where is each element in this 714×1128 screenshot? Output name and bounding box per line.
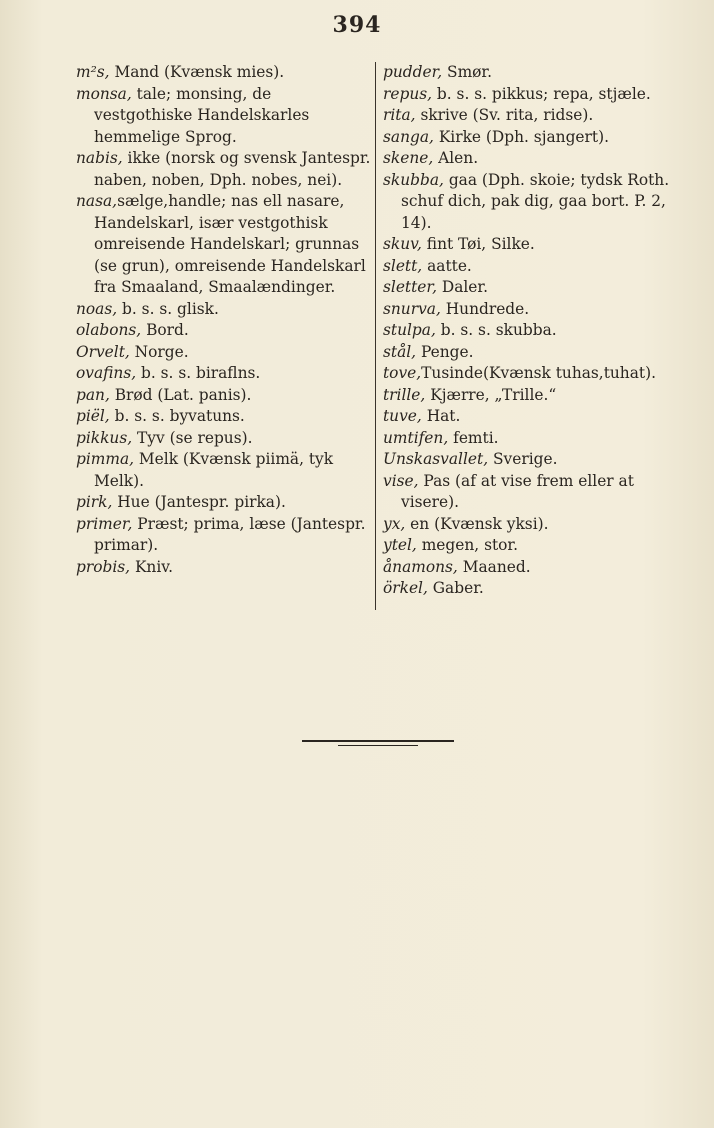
headword: nabis, — [76, 149, 123, 167]
dictionary-entry — [383, 105, 683, 127]
headword: skene, — [383, 149, 434, 167]
definition: Melk (Kvænsk piimä, tyk Melk). — [94, 450, 334, 490]
dictionary-entry — [383, 471, 683, 514]
dictionary-entry — [76, 449, 372, 492]
headword: primer, — [76, 514, 133, 533]
headword: trille, — [383, 385, 426, 404]
headword: probis, — [76, 557, 131, 576]
headword: skuv, — [383, 235, 422, 253]
definition: Præst; prima, læse (Jantespr. primar). — [94, 514, 366, 554]
dictionary-entry — [383, 578, 683, 600]
definition: Smør. — [442, 63, 492, 81]
dictionary-entry — [76, 342, 372, 364]
dictionary-entry — [383, 535, 683, 557]
headword: m²s, — [76, 63, 110, 81]
dictionary-entry — [76, 84, 372, 149]
end-rule — [302, 740, 454, 742]
headword: stål, — [383, 342, 417, 361]
dictionary-entry — [76, 428, 372, 450]
definition: Kjærre, „Trille.“ — [425, 385, 557, 404]
definition: Bord. — [141, 321, 189, 339]
definition: sælge,handle; nas ell nasare, Handelskarl, især vestgothisk omreisende Handelskarl; grunnas (se grun), omreisende Handelskarl fra Smaaland, Smaalændinger. — [94, 192, 366, 296]
definition: skrive (Sv. rita, ridse). — [415, 106, 594, 124]
definition: Daler. — [436, 278, 488, 296]
definition: b. s. s. pikkus; repa, stjæle. — [432, 84, 651, 103]
headword: yx, — [383, 514, 406, 533]
definition: Tusinde(Kvænsk tuhas,tuhat). — [421, 364, 656, 382]
dictionary-entry — [76, 363, 372, 385]
definition: femti. — [448, 428, 499, 447]
headword: noas, — [76, 299, 118, 318]
definition: Hue (Jantespr. pirka). — [112, 493, 286, 511]
definition: Kniv. — [130, 557, 174, 576]
headword: pan, — [76, 385, 110, 404]
column-divider — [375, 62, 376, 610]
definition: megen, stor. — [416, 536, 518, 554]
dictionary-entry — [76, 320, 372, 342]
dictionary-entry — [383, 234, 683, 256]
definition: fint Tøi, Silke. — [421, 235, 535, 253]
definition: Hundrede. — [440, 299, 530, 318]
end-rule-short — [338, 745, 418, 746]
definition: Tyv (se repus). — [132, 428, 253, 447]
definition: b. s. s. byvatuns. — [109, 407, 245, 425]
dictionary-entry — [383, 148, 683, 170]
headword: skubba, — [383, 170, 444, 189]
dictionary-entry — [383, 406, 683, 428]
headword: Unskasvallet, — [383, 450, 489, 468]
right-column — [383, 62, 683, 600]
dictionary-entry — [76, 299, 372, 321]
headword: sletter, — [383, 278, 437, 296]
dictionary-entry — [76, 406, 372, 428]
dictionary-entry — [383, 363, 683, 385]
headword: tove, — [383, 364, 422, 382]
headword: ytel, — [383, 536, 417, 554]
dictionary-entry — [383, 170, 683, 235]
dictionary-entry — [383, 256, 683, 278]
dictionary-entry — [383, 277, 683, 299]
headword: umtifen, — [383, 428, 449, 447]
headword: snurva, — [383, 299, 441, 318]
definition: Maaned. — [457, 557, 531, 576]
definition: Pas (af at vise frem eller at visere). — [401, 471, 634, 511]
dictionary-entry — [383, 299, 683, 321]
dictionary-entry — [76, 492, 372, 514]
headword: tuve, — [383, 407, 422, 425]
headword: pirk, — [76, 493, 113, 511]
dictionary-entry — [383, 557, 683, 579]
definition: aatte. — [422, 256, 472, 275]
definition: tale; monsing, de vestgothiske Handelskarles hemmelige Sprog. — [94, 84, 310, 146]
dictionary-entry — [383, 127, 683, 149]
headword: Orvelt, — [76, 342, 130, 361]
headword: pimma, — [76, 450, 135, 468]
headword: örkel, — [383, 579, 428, 597]
headword: slett, — [383, 256, 423, 275]
dictionary-entry — [383, 449, 683, 471]
headword: nasa, — [76, 192, 118, 210]
definition: ikke (norsk og svensk Jantespr. naben, noben, Dph. nobes, nei). — [94, 149, 371, 189]
dictionary-entry — [383, 342, 683, 364]
definition: Gaber. — [427, 579, 484, 597]
dictionary-entry — [383, 428, 683, 450]
dictionary-entry — [76, 557, 372, 579]
definition: Sverige. — [488, 450, 558, 468]
dictionary-entry — [383, 385, 683, 407]
headword: ovafins, — [76, 364, 137, 382]
definition: Penge. — [416, 342, 474, 361]
headword: olabons, — [76, 321, 142, 339]
dictionary-entry — [383, 514, 683, 536]
dictionary-entry — [76, 148, 372, 191]
headword: pikkus, — [76, 428, 133, 447]
headword: sanga, — [383, 127, 434, 146]
headword: ånamons, — [383, 557, 458, 576]
definition: Mand (Kvænsk mies). — [109, 63, 285, 81]
definition: gaa (Dph. skoie; tydsk Roth. schuf dich, pak dig, gaa bort. P. 2, 14). — [401, 170, 670, 232]
definition: b. s. s. skubba. — [435, 321, 557, 339]
headword: rita, — [383, 106, 416, 124]
definition: Norge. — [129, 342, 189, 361]
left-column — [76, 62, 372, 578]
dictionary-entry — [383, 62, 683, 84]
definition: Hat. — [421, 407, 461, 425]
definition: b. s. s. glisk. — [117, 299, 219, 318]
definition: b. s. s. biraflns. — [136, 364, 261, 382]
headword: monsa, — [76, 84, 132, 103]
dictionary-entry — [76, 62, 372, 84]
headword: stulpa, — [383, 321, 436, 339]
page-number: 394 — [332, 12, 382, 38]
headword: repus, — [383, 84, 433, 103]
headword: piël, — [76, 407, 110, 425]
definition: Kirke (Dph. sjangert). — [433, 127, 609, 146]
definition: en (Kvænsk yksi). — [405, 514, 549, 533]
dictionary-entry — [383, 84, 683, 106]
definition: Brød (Lat. panis). — [109, 385, 252, 404]
headword: pudder, — [383, 63, 443, 81]
definition: Alen. — [433, 149, 479, 167]
dictionary-entry — [383, 320, 683, 342]
dictionary-entry — [76, 514, 372, 557]
headword: vise, — [383, 471, 419, 490]
dictionary-entry — [76, 385, 372, 407]
dictionary-entry — [76, 191, 372, 299]
